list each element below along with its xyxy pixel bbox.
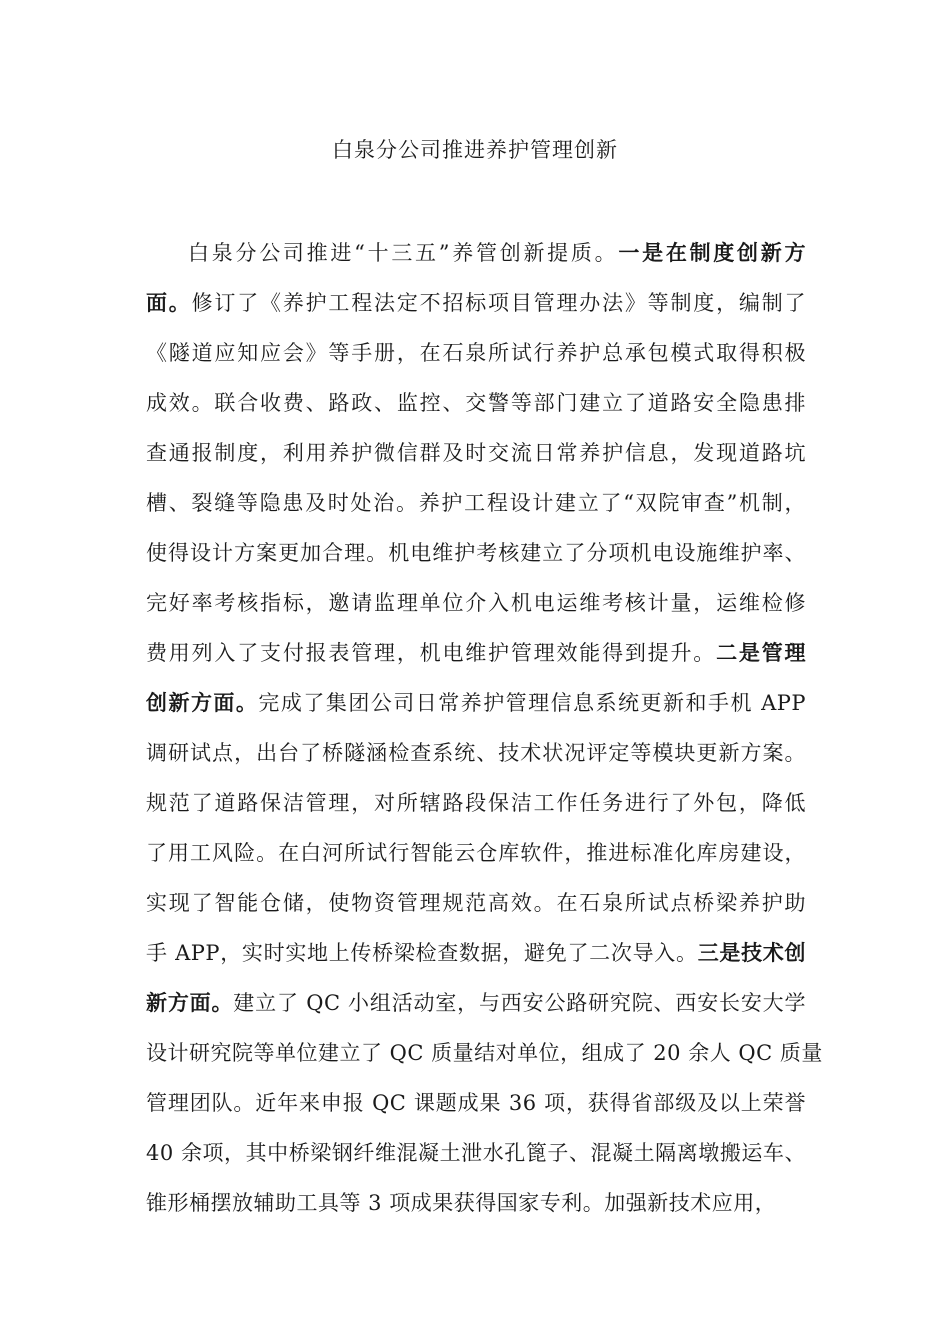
paragraph-line	[146, 428, 806, 478]
paragraph-line	[146, 228, 806, 278]
document-body	[146, 228, 823, 1228]
paragraph-line	[146, 1028, 823, 1078]
bold-text-segment: 新方面。	[146, 990, 234, 1015]
bold-text-segment: 创新方面。	[146, 690, 259, 715]
paragraph-line	[146, 1128, 806, 1178]
text-segment: 白泉分公司推进“十三五”养管创新提质。	[188, 241, 619, 265]
paragraph-line	[146, 1178, 806, 1228]
text-segment: 了用工风险。在白河所试行智能云仓库软件，推进标准化库房建设，	[146, 841, 806, 865]
paragraph-line	[146, 778, 806, 828]
paragraph-line	[146, 628, 806, 678]
paragraph-line	[146, 678, 806, 728]
paragraph-line	[146, 1078, 806, 1128]
document-title: 白泉分公司推进养护管理创新	[332, 138, 618, 162]
text-segment: 建立了 QC 小组活动室，与西安公路研究院、西安长安大学	[233, 991, 806, 1015]
text-segment: 40 余项，其中桥梁钢纤维混凝土泄水孔篦子、混凝土隔离墩搬运车、	[146, 1141, 806, 1165]
text-segment: 管理团队。近年来申报 QC 课题成果 36 项，获得省部级及以上荣誉	[146, 1091, 806, 1115]
bold-text-segment: 二是管理	[716, 640, 807, 665]
text-segment: 修订了《养护工程法定不招标项目管理办法》等制度，编制了	[191, 291, 806, 315]
text-segment: 实现了智能仓储，使物资管理规范高效。在石泉所试点桥梁养护助	[146, 891, 806, 915]
text-segment: 设计研究院等单位建立了 QC 质量结对单位，组成了 20 余人 QC 质量	[146, 1041, 823, 1065]
paragraph-line	[146, 278, 806, 328]
bold-text-segment: 一是在制度创新方	[618, 240, 806, 265]
text-segment: 完好率考核指标，邀请监理单位介入机电运维考核计量，运维检修	[146, 591, 806, 615]
paragraph-line	[146, 478, 806, 528]
paragraph-line	[146, 728, 806, 778]
text-segment: 查通报制度，利用养护微信群及时交流日常养护信息，发现道路坑	[146, 441, 806, 465]
text-segment: 规范了道路保洁管理，对所辖路段保洁工作任务进行了外包，降低	[146, 791, 806, 815]
text-segment: 槽、裂缝等隐患及时处治。养护工程设计建立了“双院审查”机制，	[146, 491, 806, 515]
paragraph-line	[146, 328, 806, 378]
text-segment: 锥形桶摆放辅助工具等 3 项成果获得国家专利。加强新技术应用，	[146, 1191, 777, 1215]
paragraph-line	[146, 378, 806, 428]
text-segment: 手 APP，实时实地上传桥梁检查数据，避免了二次导入。	[146, 941, 698, 965]
paragraph-line	[146, 578, 806, 628]
paragraph-line	[146, 928, 806, 978]
text-segment: 完成了集团公司日常养护管理信息系统更新和手机 APP	[258, 691, 807, 715]
text-segment: 调研试点，出台了桥隧涵检查系统、技术状况评定等模块更新方案。	[146, 741, 806, 765]
paragraph-line	[146, 828, 806, 878]
text-segment: 成效。联合收费、路政、监控、交警等部门建立了道路安全隐患排	[146, 391, 806, 415]
paragraph-line	[146, 528, 806, 578]
text-segment: 费用列入了支付报表管理，机电维护管理效能得到提升。	[146, 641, 717, 665]
bold-text-segment: 面。	[146, 290, 192, 315]
paragraph-line	[146, 978, 806, 1028]
bold-text-segment: 三是技术创	[697, 940, 806, 965]
text-segment: 《隧道应知应会》等手册，在石泉所试行养护总承包模式取得积极	[146, 341, 806, 365]
paragraph-line	[146, 878, 806, 928]
text-segment: 使得设计方案更加合理。机电维护考核建立了分项机电设施维护率、	[146, 541, 806, 565]
